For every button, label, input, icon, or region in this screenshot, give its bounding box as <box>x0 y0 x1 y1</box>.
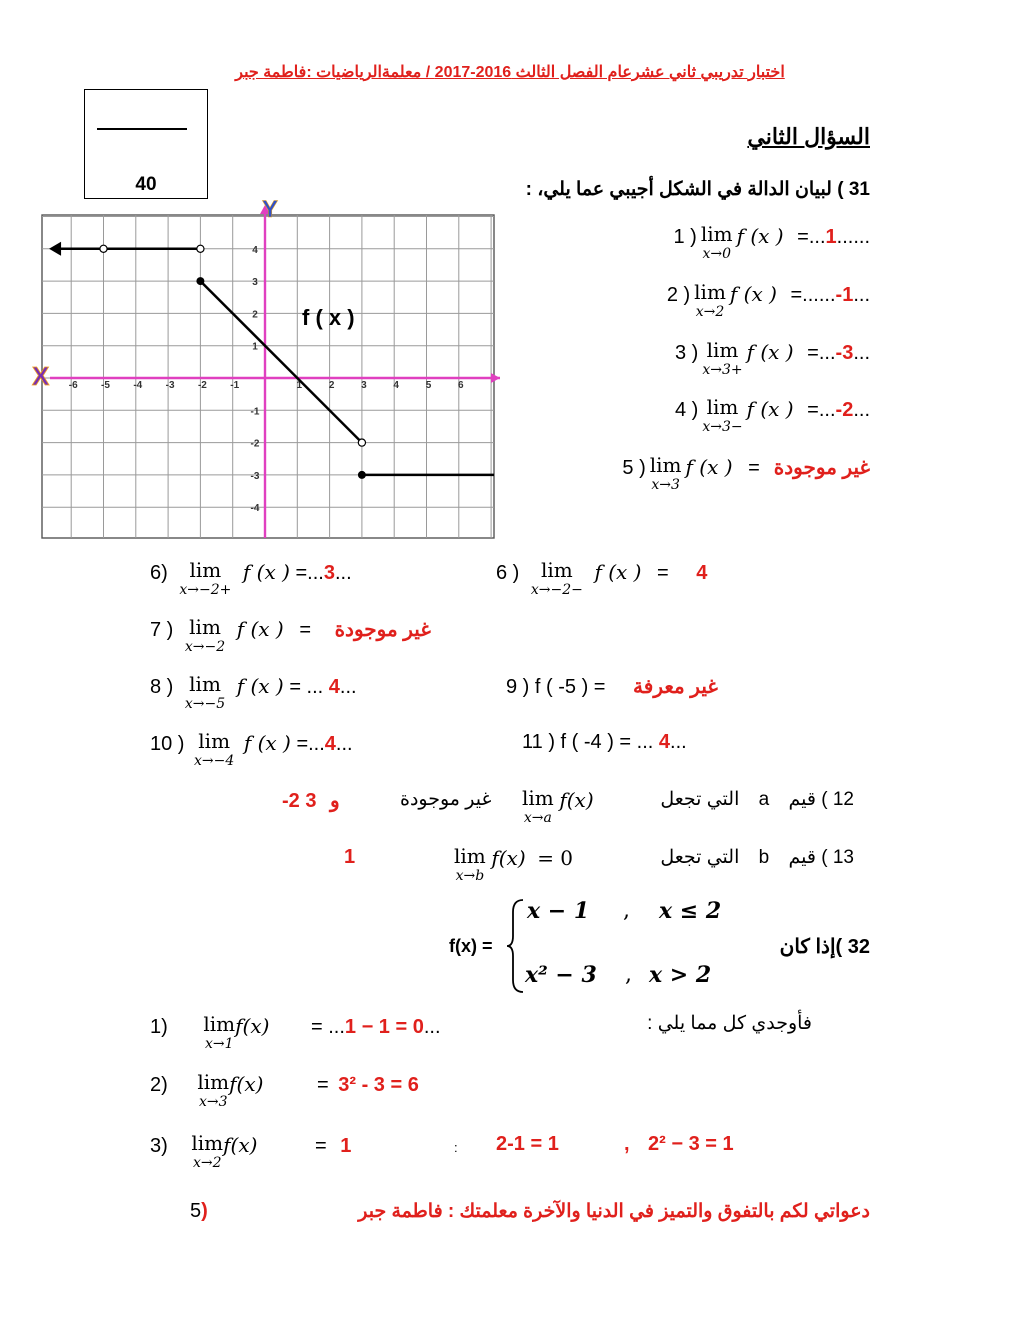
q32-item-3-work-2: 2² − 3 = 1 <box>648 1133 734 1155</box>
q32-item-3-work-1: 2-1 = 1 <box>496 1133 559 1155</box>
item-13-limit: lim x→b f(x) = 0 <box>454 844 574 884</box>
x-tick-label: 5 <box>425 380 432 391</box>
y-tick-label: -2 <box>250 438 260 450</box>
x-tick-label: 2 <box>328 380 335 391</box>
y-tick-label: 3 <box>252 277 258 289</box>
x-tick-label: 4 <box>393 380 399 391</box>
item-13-answer: 1 <box>344 846 356 868</box>
x-axis-label: X <box>32 361 50 391</box>
closed-dot-3 <box>358 471 366 479</box>
x-axis-arrow <box>491 373 500 383</box>
item-12-limit: lim x→a f(x) <box>522 786 594 826</box>
x-tick-label: 3 <box>361 380 367 391</box>
item-10: 10 ) lim x→−4 f (x ) =...4... <box>150 729 353 769</box>
x-tick-label: -1 <box>230 380 240 391</box>
x-tick-label: -6 <box>68 380 78 391</box>
q31-intro: 31 ) لبيان الدالة في الشكل أجيبي عما يلي، : <box>525 179 870 200</box>
q32-intro: 32 )إذا كان <box>779 936 870 958</box>
graph-plot <box>49 242 494 479</box>
y-tick-label: 4 <box>252 244 258 256</box>
segment-left-arrow <box>49 242 61 256</box>
open-dot-3 <box>358 439 365 446</box>
y-axis-label: Y <box>262 196 279 223</box>
item-12-question: 12 ) قيم a التي تجعل <box>660 789 854 810</box>
piecewise-case-1: x − 1 , x ≤ 2 <box>527 898 722 924</box>
item-11: 11 ) f ( -4 ) = ... 4... <box>522 731 687 753</box>
open-dot-minus2 <box>197 245 204 252</box>
q31-item-4: 4 ) lim x→3− f (x ) =...-2... <box>674 395 870 435</box>
graph-axes <box>50 205 500 538</box>
q32-item-3: 3) lim x→2 f(x) = 1 <box>150 1131 352 1171</box>
x-tick-label: -4 <box>133 380 143 391</box>
footer-number: 5) <box>190 1200 208 1222</box>
q31-item-1: 1 ) lim x→0 f (x ) =...1...... <box>673 222 870 262</box>
item-13-question: 13 ) قيم b التي تجعل <box>660 847 854 868</box>
x-tick-label: 6 <box>458 380 464 391</box>
score-blank-line <box>97 128 187 130</box>
item-12-answer: -2 و 3 <box>282 790 340 812</box>
q31-item-2: 2 ) lim x→2 f (x ) =......-1... <box>666 280 870 320</box>
q31-item-5: 5 ) lim x→3 f (x ) = غير موجودة <box>622 453 870 493</box>
piecewise-brace <box>505 898 527 994</box>
q32-fx-label: f(x) = <box>449 936 493 956</box>
footer-message: دعواتي لكم بالتفوق والتميز في الدنيا والآخرة معلمتك : فاطمة جبر <box>358 1201 870 1222</box>
score-box <box>84 89 208 199</box>
y-tick-label: -1 <box>250 406 260 418</box>
item-6b: 6 ) lim x→−2− f (x ) = 4 <box>496 558 708 598</box>
page-header: اختبار تدريبي ثاني عشرعام الفصل الثالث 2016-2017 / معلمةالرياضيات :فاطمة جبر <box>235 64 785 81</box>
item-7: 7 ) lim x→−2 f (x ) = غير موجودة <box>150 615 431 655</box>
graph-function-label: f ( x ) <box>302 305 355 330</box>
y-tick-label: 2 <box>252 309 258 321</box>
piecewise-case-2: x² − 3 , x > 2 <box>525 962 712 988</box>
graph-grid <box>42 215 494 538</box>
item-12-text3: غير موجودة <box>400 789 492 810</box>
x-tick-label: -3 <box>165 380 175 391</box>
y-tick-label: -4 <box>250 503 260 515</box>
x-tick-label: -5 <box>101 380 110 391</box>
open-dot-minus5 <box>100 245 107 252</box>
x-tick-label: -2 <box>197 380 207 391</box>
q32-item-1: 1) lim x→1 f(x) = ...1 − 1 = 0... <box>150 1012 441 1052</box>
item-9: 9 ) f ( -5 ) = غير معرفة <box>506 676 718 698</box>
q32-find-prompt: فأوجدي كل مما يلي : <box>647 1013 812 1034</box>
x-tick-label: 1 <box>296 380 303 391</box>
question-heading: السؤال الثاني <box>747 124 870 149</box>
q32-item-2: 2) lim x→3 f(x) = 3² - 3 = 6 <box>150 1070 419 1110</box>
y-tick-label: 1 <box>252 341 258 353</box>
q32-item-3-colon: : <box>454 1140 458 1155</box>
closed-dot-minus2 <box>196 277 204 285</box>
y-tick-label: -3 <box>250 470 260 482</box>
q32-item-3-comma: , <box>624 1133 630 1155</box>
q31-item-3: 3 ) lim x→3+ f (x ) =...-3... <box>674 338 870 378</box>
item-8: 8 ) lim x→−5 f (x ) = ... 4... <box>150 672 357 712</box>
item-6a: 6) lim x→−2+ f (x ) =...3... <box>150 558 352 598</box>
score-value: 40 <box>135 174 157 195</box>
function-graph <box>30 195 500 545</box>
